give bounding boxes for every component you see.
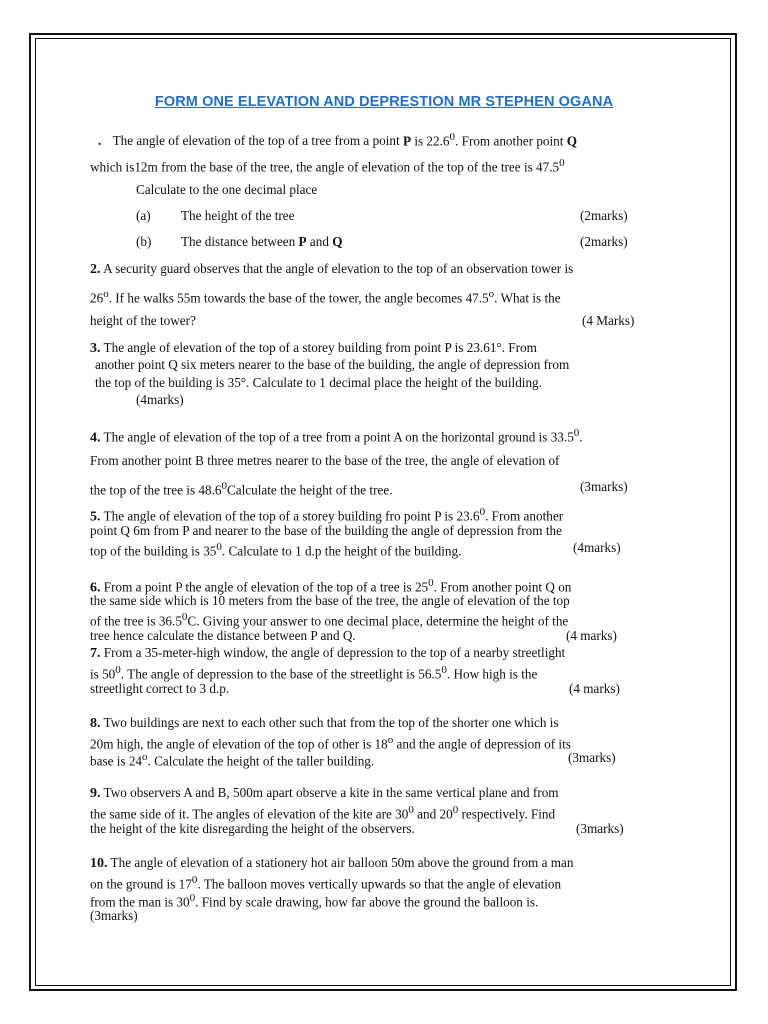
q6-marks: (4 marks) (566, 628, 617, 643)
q10-marks: (3marks) (90, 908, 138, 923)
document-title: FORM ONE ELEVATION AND DEPRESTION MR STEPHEN OGANA (154, 94, 614, 110)
q2-line3: height of the tower? (90, 313, 196, 328)
q5-line1: 5. The angle of elevation of the top of a storey building fro point P is 23.6$^0$. From another (90, 506, 564, 525)
q5-line3: top of the building is $35^0$. Calculate to 1 d.p the height of the building. (90, 541, 462, 559)
q4-line1: 4. The angle of elevation of the top of a tree from a point A on the horizontal ground is 33.5$^0$. (90, 427, 583, 446)
q1-line3: Calculate to the one decimal place (136, 182, 318, 197)
q10-line1: 10. The angle of elevation of a stationery hot air balloon 50m above the ground from a man (90, 855, 574, 871)
q10-line3: from the man is $30^0$. Find by scale drawing, how far above the ground the balloon is. (90, 892, 539, 910)
q7-line3: streetlight correct to 3 d.p. (90, 681, 230, 696)
q4-line2: From another point B three metres nearer to the base of the tree, the angle of elevation of (90, 453, 560, 468)
q1-bullet: . (98, 133, 102, 149)
q8-line3: base is 24$^o$. Calculate the height of the taller building. (90, 751, 375, 769)
q1-b-marks: (2marks) (580, 234, 628, 249)
q3-line1: 3. The angle of elevation of the top of a storey building from point P is 23.61°. From (90, 340, 537, 356)
q1-a-text: The height of the tree (181, 208, 295, 223)
q2-line1: 2. A security guard observes that the angle of elevation to the top of an observation tower is (90, 261, 574, 277)
q10-line2: on the ground is $17^0$. The balloon moves vertically upwards so that the angle of elevation (90, 874, 562, 892)
q9-line3: the height of the kite disregarding the height of the observers. (90, 821, 415, 836)
q2-line2: 26$^o$. If he walks 55m towards the base of the tower, the angle becomes 47.5$^o$. What is the (90, 288, 561, 306)
q4-marks: (3marks) (580, 479, 628, 494)
q8-line1: 8. Two buildings are next to each other such that from the top of the shorter one which is (90, 715, 559, 731)
q5-line2: point Q 6m from P and nearer to the base of the building the angle of depression from the (90, 523, 562, 538)
q6-line3: of the tree is 36.5$^0$C. Giving your answer to one decimal place, determine the height of the (90, 611, 569, 629)
q3-line2: another point Q six meters nearer to the base of the building, the angle of depression from (95, 357, 570, 372)
q3-marks: (4marks) (136, 392, 184, 407)
q8-line2: 20m high, the angle of elevation of the top of other is 18$^o$ and the angle of depression of its (90, 734, 571, 752)
q7-line2: is $50^0$. The angle of depression to the base of the streetlight is 56.5$^0$. How high is the (90, 664, 538, 682)
q5-marks: (4marks) (573, 540, 621, 555)
q4-line3: the top of the tree is 48.6$^0$Calculate the height of the tree. (90, 480, 393, 498)
q1-line2: which is12m from the base of the tree, the angle of elevation of the top of the tree is 47.5$^0$ (90, 157, 565, 175)
q8-marks: (3marks) (568, 750, 616, 765)
q6-line2: the same side which is 10 meters from the base of the tree, the angle of elevation of the top (90, 593, 570, 608)
q6-line1: 6. From a point P the angle of elevation of the top of a tree is $25^0$. From another point Q on (90, 577, 572, 596)
q1-line1: . The angle of elevation of the top of a tree from a point P is 22.6$^0$. From another point Q (98, 131, 577, 149)
q3-line3: the top of the building is 35°. Calculate to 1 decimal place the height of the building. (95, 375, 542, 390)
q6-line4: tree hence calculate the distance between P and Q. (90, 628, 356, 643)
q2-marks: (4 Marks) (582, 313, 635, 328)
q7-marks: (4 marks) (569, 681, 620, 696)
q1-a-label: (a) (136, 208, 151, 223)
q9-line1: 9. Two observers A and B, 500m apart observe a kite in the same vertical plane and from (90, 785, 559, 801)
q9-marks: (3marks) (576, 821, 624, 836)
q9-line2: the same side of it. The angles of elevation of the kite are $30^0$ and $20^0$ respectively. Find (90, 804, 556, 822)
q1-a-marks: (2marks) (580, 208, 628, 223)
q1-b-text: The distance between P and Q (181, 234, 343, 249)
q7-line1: 7. From a 35-meter-high window, the angle of depression to the top of a nearby streetlight (90, 645, 566, 661)
q1-b-label: (b) (136, 234, 152, 249)
